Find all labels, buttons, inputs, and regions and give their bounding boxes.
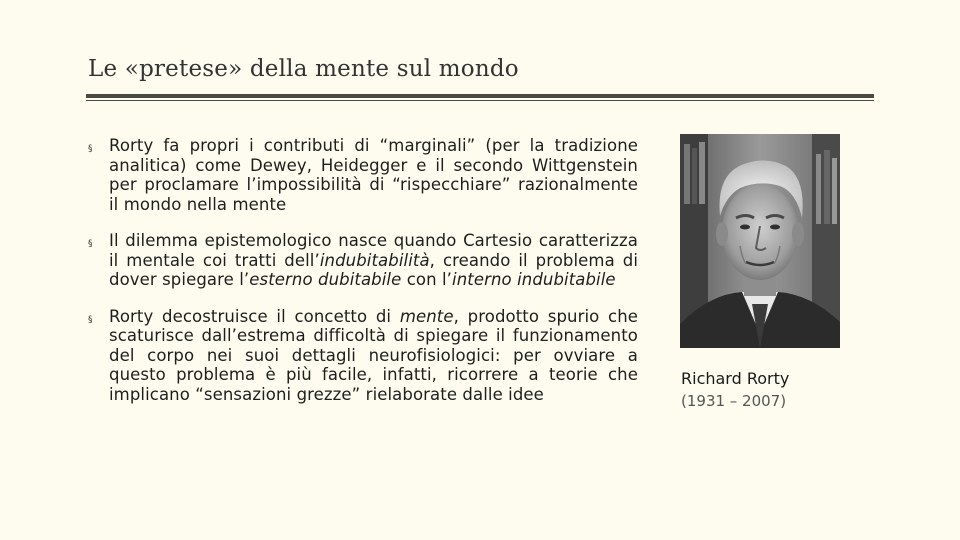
bullet-emphasis: indubitabilità <box>319 250 430 270</box>
portrait-illustration <box>680 134 840 348</box>
bullet-marker-icon: § <box>88 314 93 325</box>
bullet-item <box>88 136 638 214</box>
bullet-marker-icon: § <box>88 239 93 249</box>
title-divider-thick <box>86 94 874 98</box>
bullet-emphasis: esterno dubitabile <box>249 270 402 289</box>
caption-dates: (1931 – 2007) <box>681 392 787 410</box>
bullet-text: Rorty fa propri i contributi di “marginali” (per la tradizione analitica) come Dewey, Heidegger e il secondo Wittgenstein per proclamare l’impossibilità di “rispecchiare” razionalmente il mondo nella mente <box>109 136 638 214</box>
bullet-emphasis: interno indubitabile <box>452 270 616 289</box>
bullet-text: con l’ <box>401 270 453 289</box>
bullet-text: , prodotto spurio che scaturisce dall’estrema difficoltà di spiegare il funzionamento del corpo nei suoi dettagli neurofisiologici: per ovviare a questo problema è più facile, infatti, ricorrere a teorie che implicano “sensazioni grezze” rielaborate dalle idee <box>109 306 639 404</box>
bullet-text: Il dilemma epistemologico nasce quando Cartesio caratterizza il mentale coi tratti dell’ <box>109 231 638 270</box>
bullet-marker-icon: § <box>88 144 93 154</box>
slide-title: Le «pretese» della mente sul mondo <box>88 56 519 82</box>
bullet-text: Rorty decostruisce il concetto di <box>109 306 400 326</box>
bullet-item <box>88 231 638 290</box>
caption-name: Richard Rorty <box>681 369 790 388</box>
bullet-list <box>88 136 638 421</box>
bullet-emphasis: mente <box>399 306 454 326</box>
bullet-item <box>88 307 638 405</box>
portrait-caption <box>681 368 789 412</box>
title-divider-thin <box>86 100 874 101</box>
bullet-text: , creando il problema di dover spiegare l’ <box>109 250 638 289</box>
portrait-photo <box>680 134 840 348</box>
